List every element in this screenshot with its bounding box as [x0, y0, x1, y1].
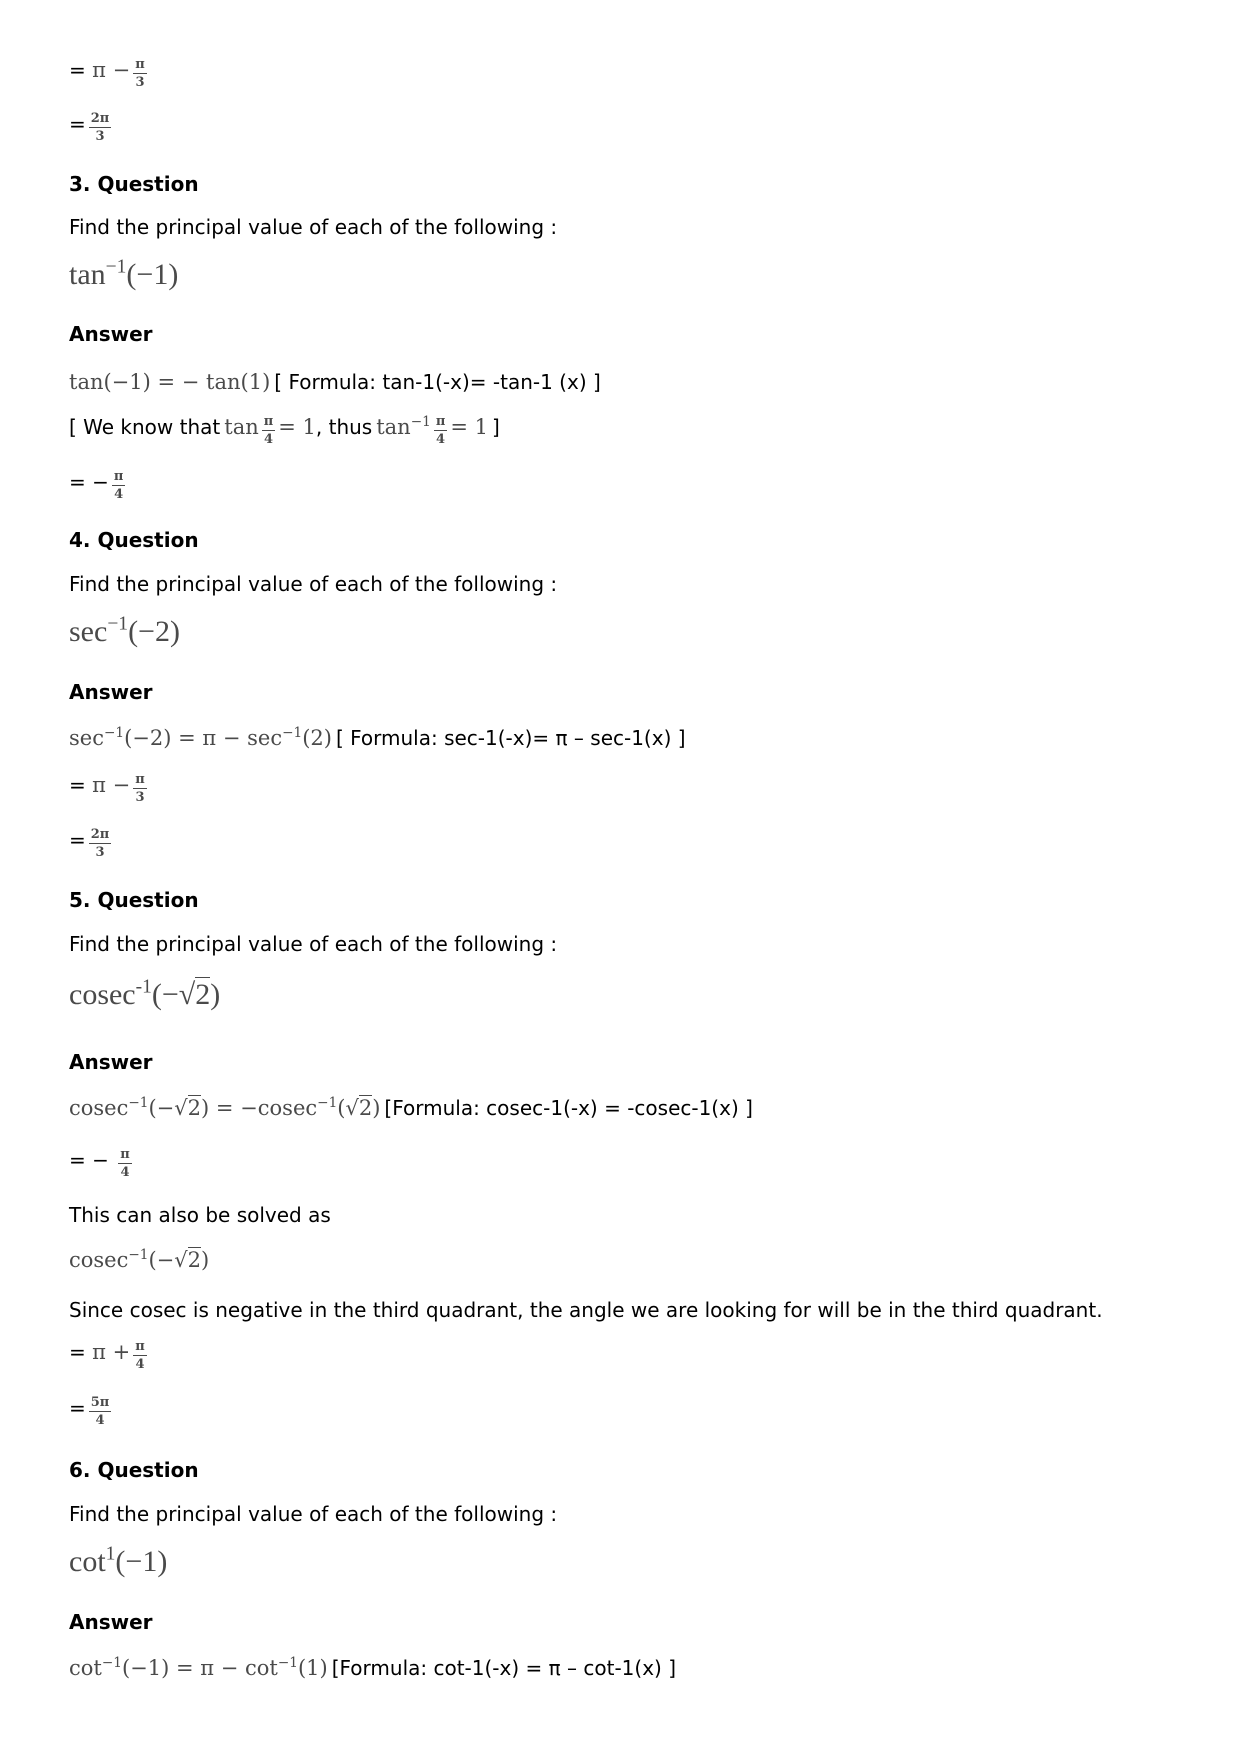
- question-3-answer-label: Answer: [69, 322, 153, 346]
- question-5-answer-label: Answer: [69, 1050, 153, 1074]
- question-6-answer-line: $\cot^{-1}(-1) = \pi - \cot^{-1}(1)$ [Formula: cot-1(-x) = π – cot-1(x) ]: [69, 1654, 676, 1680]
- question-4-formula: [ Formula: sec-1(-x)= π – sec-1(x) ]: [335, 726, 686, 750]
- math-5pi-over-4: = $\frac{5\pi}{4}$: [69, 1395, 110, 1428]
- math-2pi-over-3-q4: = $\frac{2\pi}{3}$: [69, 827, 110, 860]
- question-5-heading: 5. Question: [69, 888, 199, 912]
- question-5-prompt: Find the principal value of each of the following :: [69, 932, 558, 956]
- question-6-expression: $\cot^1(-1)$: [69, 1543, 168, 1578]
- question-3-prompt: Find the principal value of each of the following :: [69, 215, 558, 239]
- question-4-expression: $\sec^{-1}(-2)$: [69, 613, 180, 648]
- question-6-formula: [Formula: cot-1(-x) = π – cot-1(x) ]: [331, 1656, 676, 1680]
- math-pi-minus-pi-over-3-q4: = π − $\frac{\pi}{3}$: [69, 772, 145, 805]
- question-4-prompt: Find the principal value of each of the following :: [69, 572, 558, 596]
- question-6-prompt: Find the principal value of each of the following :: [69, 1502, 558, 1526]
- question-4-answer-label: Answer: [69, 680, 153, 704]
- math-minus-pi-over-4: = − $\frac{\pi}{4}$: [69, 469, 124, 502]
- math-pi-plus-pi-over-4: = π + $\frac{\pi}{4}$: [69, 1339, 145, 1372]
- question-3-expression: $\tan^{-1}(-1)$: [69, 256, 179, 291]
- question-5-answer-line: cosec$^{-1}$(−√2) = −cosec$^{-1}$(√2) [Formula: cosec-1(-x) = -cosec-1(x) ]: [69, 1094, 753, 1120]
- math-pi-minus-pi-over-3: = π − $\frac{\pi}{3}$: [69, 57, 145, 90]
- math-2pi-over-3: = $\frac{2\pi}{3}$: [69, 111, 110, 144]
- question-3-known-line: [ We know that tan $\frac{\pi}{4}$ = 1, thus $\tan^{-1}$ $\frac{\pi}{4}$ = 1 ]: [69, 413, 500, 447]
- question-5-formula: [Formula: cosec-1(-x) = -cosec-1(x) ]: [384, 1096, 753, 1120]
- question-4-answer-line: $\sec^{-1}(-2) = \pi - \sec^{-1}(2)$ [ Formula: sec-1(-x)= π – sec-1(x) ]: [69, 724, 686, 750]
- question-5-expression: cosec$^{-1}$(−√2): [69, 976, 221, 1011]
- math-minus-pi-over-4-q5: = − $\frac{\pi}{4}$: [69, 1147, 130, 1180]
- question-3-answer-line: tan(−1) = − tan(1) [ Formula: tan-1(-x)= -tan-1 (x) ]: [69, 370, 601, 394]
- question-5-alt-intro: This can also be solved as: [69, 1203, 331, 1227]
- question-6-answer-label: Answer: [69, 1610, 153, 1634]
- question-6-heading: 6. Question: [69, 1458, 199, 1482]
- question-5-alt-expression: cosec$^{-1}$(−√2): [69, 1246, 210, 1272]
- question-3-formula: [ Formula: tan-1(-x)= -tan-1 (x) ]: [274, 370, 601, 394]
- question-4-heading: 4. Question: [69, 528, 199, 552]
- question-5-quadrant-note: Since cosec is negative in the third quadrant, the angle we are looking for will be in the third quadrant.: [69, 1298, 1103, 1322]
- question-3-heading: 3. Question: [69, 172, 199, 196]
